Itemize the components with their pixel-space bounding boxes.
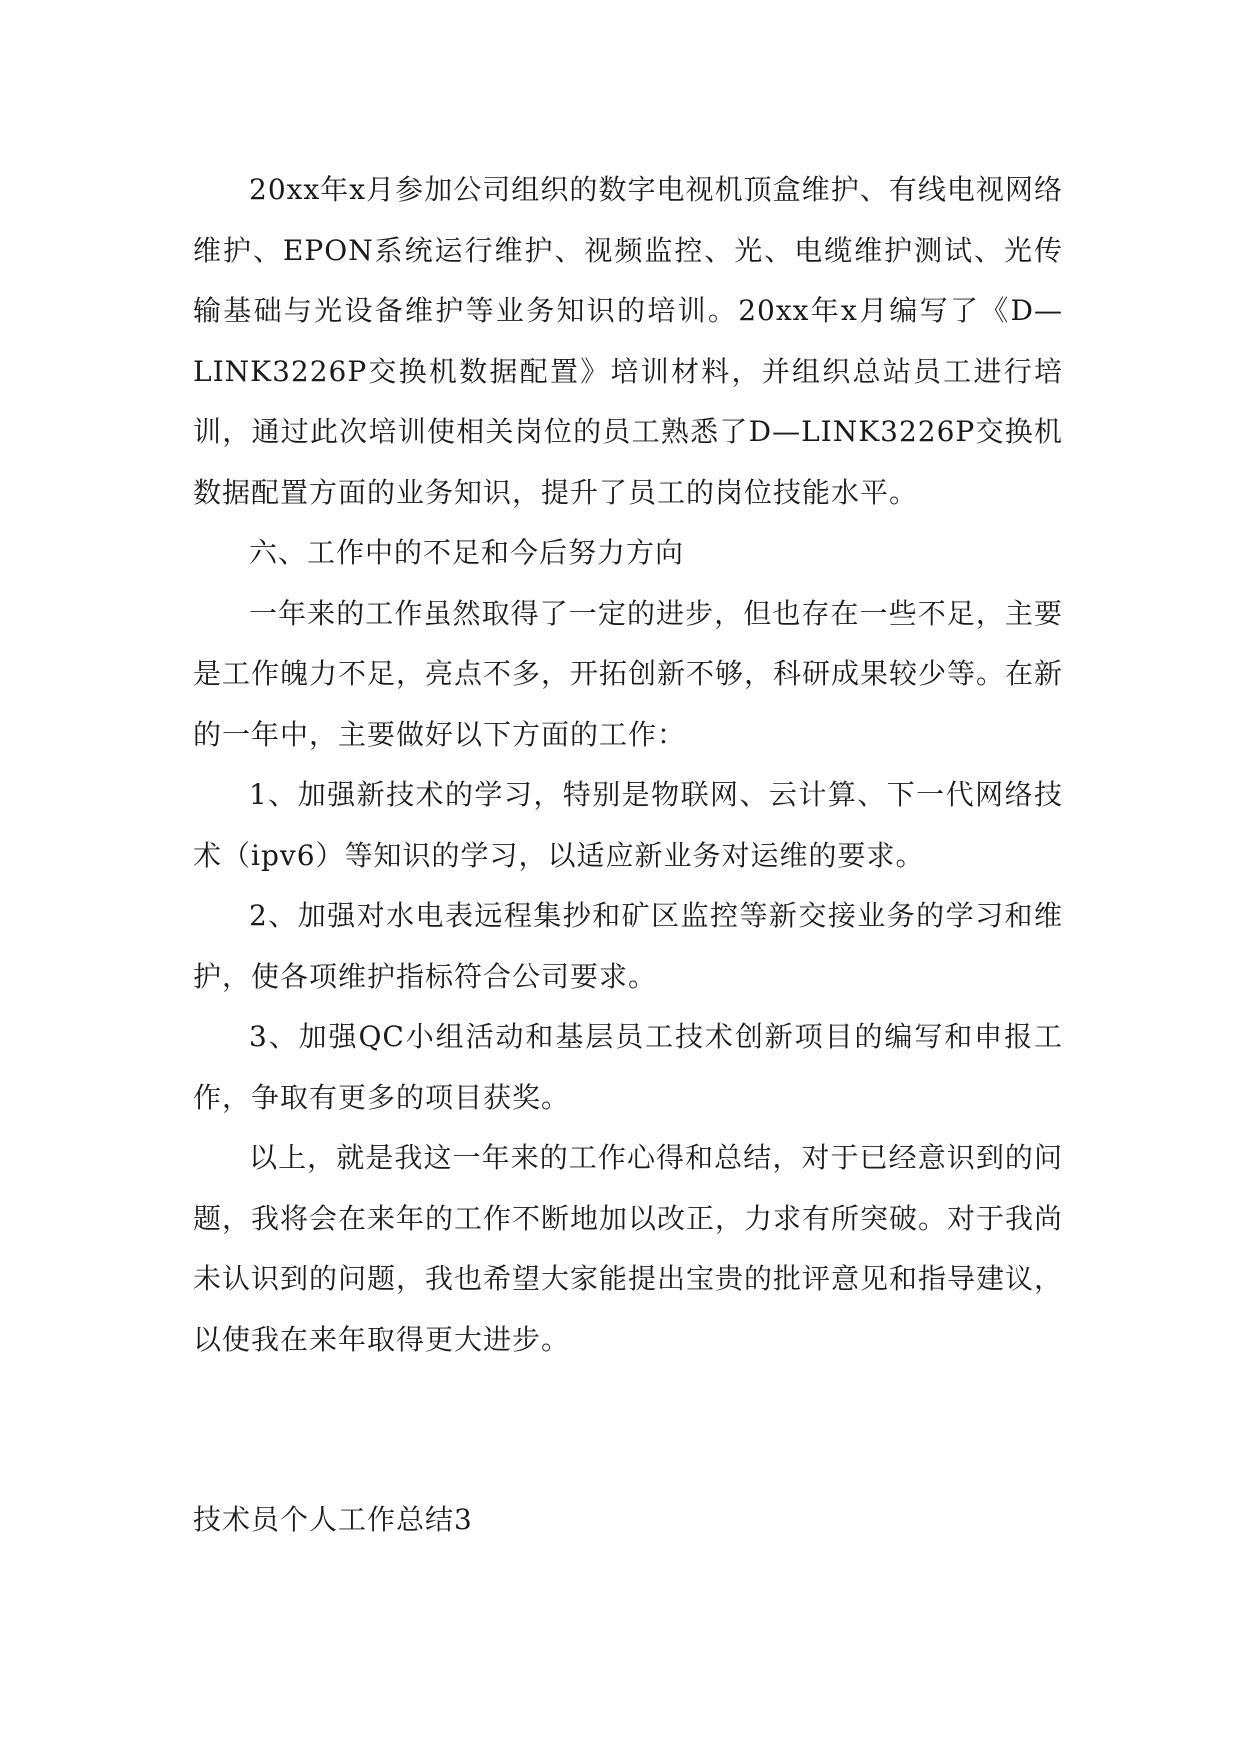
paragraph-shortcomings: 一年来的工作虽然取得了一定的进步，但也存在一些不足，主要是工作魄力不足，亮点不多，开拓创新不够，科研成果较少等。在新的一年中，主要做好以下方面的工作： bbox=[193, 596, 1064, 751]
section-heading-shortcomings: 六、工作中的不足和今后努力方向 bbox=[249, 536, 685, 569]
paragraph-item-3: 3、加强QC小组活动和基层员工技术创新项目的编写和申报工作，争取有更多的项目获奖。 bbox=[193, 1020, 1063, 1114]
paragraph-conclusion: 以上，就是我这一年来的工作心得和总结，对于已经意识到的问题，我将会在来年的工作不断地加以改正，力求有所突破。对于我尚未认识到的问题，我也希望大家能提出宝贵的批评意见和指导建议，以使我在来年取得更大进步。 bbox=[193, 1141, 1064, 1356]
document-body bbox=[193, 160, 1063, 1370]
paragraph-item-2: 2、加强对水电表远程集抄和矿区监控等新交接业务的学习和维护，使各项维护指标符合公司要求。 bbox=[193, 899, 1063, 993]
paragraph-item-1: 1、加强新技术的学习，特别是物联网、云计算、下一代网络技术（ipv6）等知识的学习，以适应新业务对运维的要求。 bbox=[193, 778, 1063, 872]
paragraph-training: 20xx年x月参加公司组织的数字电视机顶盒维护、有线电视网络维护、EPON系统运行维护、视频监控、光、电缆维护测试、光传输基础与光设备维护等业务知识的培训。20xx年x月编写了《D—LINK3226P交换机数据配置》培训材料，并组织总站员工进行培训，通过此次培训使相关岗位的员工熟悉了D—LINK3226P交换机数据配置方面的业务知识，提升了员工的岗位技能水平。 bbox=[193, 173, 1063, 509]
section-title: 技术员个人工作总结3 bbox=[193, 1503, 473, 1536]
